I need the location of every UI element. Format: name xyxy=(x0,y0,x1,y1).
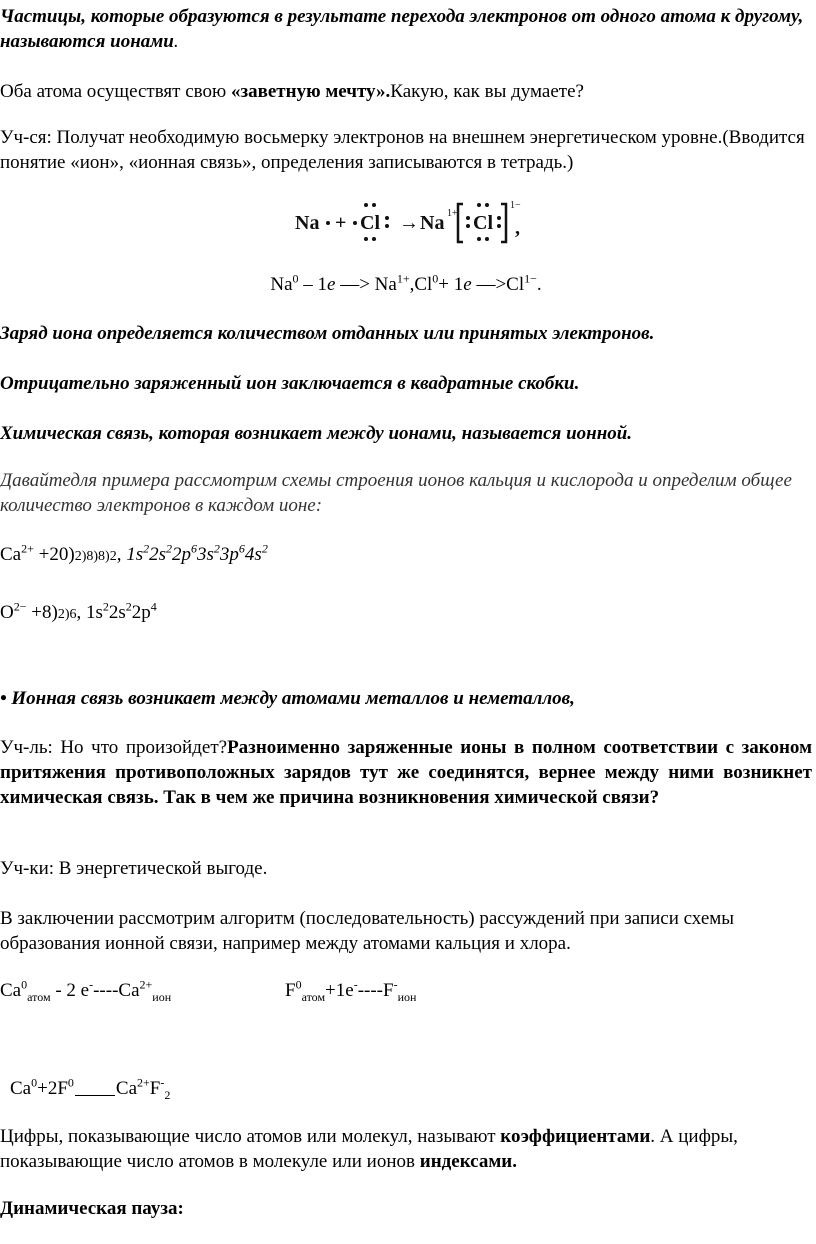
calcium-ion-scheme: $Ca^{2+} +20)2)8)8)2$, $1s^22s^22p^63s^23p^64s^2$ xyxy=(0,541,268,565)
definition-ionic-bond: Химическая связь, которая возникает между ионами, называется ионной. xyxy=(0,423,633,444)
definition-ions: Частицы, которые образуются в результате перехода электронов от одного атома к другому, называются ионами. xyxy=(0,6,804,52)
orbital-electron-count: 6 xyxy=(191,541,198,556)
electron-dot xyxy=(326,221,330,225)
reaction-line xyxy=(75,1083,115,1096)
oxygen-electron-config xyxy=(85,599,157,623)
definition-ion-charge: Заряд иона определяется количеством отданных или принятых электронов. xyxy=(0,323,655,344)
bullet-ionic-bond-metals: • Ионная связь возникает между атомами металлов и неметаллов, xyxy=(0,688,575,709)
orbital-term: 3p xyxy=(219,544,239,565)
orbital-electron-count: 2 xyxy=(213,541,220,556)
na-symbol: Na xyxy=(295,212,320,234)
cl-ion-symbol: Cl xyxy=(473,212,493,234)
na-ion-symbol: Na xyxy=(420,212,445,234)
orbital-term: 2s xyxy=(149,544,167,565)
cl-symbol: Cl xyxy=(360,212,380,234)
definition-brackets: Отрицательно заряженный ион заключается в квадратные скобки. xyxy=(0,373,580,394)
paragraph-teacher-question: Уч-ль: Но что произойдет?Разноименно заряженные ионы в полном соответствии с законом притяжения противоположных зарядов тут же соединятся, вернее между ними возникнет химическая связь. Так в чем же причина возникновения химической связи? xyxy=(0,737,813,808)
calcium-half-reaction: $Ca^0_{атом} - 2$ $e^-----Ca^{2+}_{ион}$ xyxy=(0,977,172,1004)
orbital-term: 1s xyxy=(85,602,103,623)
right-bracket xyxy=(501,204,506,242)
paragraph-dream: Оба атома осуществят свою «заветную мечту».Какую, как вы думаете? xyxy=(0,81,584,102)
orbital-term: 3s xyxy=(197,544,214,565)
orbital-term: 4s xyxy=(244,544,262,565)
paragraph-algorithm: В заключении рассмотрим алгоритм (последовательность) рассуждений при записи схемы образования ионной связи, например между атомами кальция и хлора. xyxy=(0,908,735,954)
paragraph-energy-gain: Уч-ки: В энергетической выгоде. xyxy=(0,858,268,879)
orbital-term: 2p xyxy=(172,544,192,565)
ion-formation-equation: Na$^0$ – 1e —> $Na^{1+},Cl^0+ 1e$ $—>Cl^{1-}$. xyxy=(270,271,542,295)
paragraph-coefficients: Цифры, показывающие число атомов или молекул, называют коэффициентами. А цифры, показывающие число атомов в молекуле или ионов индексами. xyxy=(0,1126,738,1172)
orbital-electron-count: 2 xyxy=(166,541,173,556)
orbital-electron-count: 2 xyxy=(102,599,109,614)
lewis-structure-formula xyxy=(295,196,535,244)
dynamic-pause-heading: Динамическая пауза: xyxy=(0,1198,184,1219)
orbital-electron-count: 6 xyxy=(238,541,245,556)
reaction-arrow: → xyxy=(399,212,419,234)
formula-comma: , xyxy=(515,217,520,239)
cl-ion-charge: 1− xyxy=(510,200,521,211)
half-reactions xyxy=(0,978,812,1003)
fluorine-half-reaction: $F^0_{атом}+1e^-----F^-_{ион}$ xyxy=(285,977,417,1004)
oxygen-ion-scheme: $O^{2-} +8)2)6$, $1s^22s^22p^4$ xyxy=(0,599,157,623)
overall-reaction: $Ca^0+2F^0$ $Ca^{2+}F^-_2$ xyxy=(10,1075,171,1102)
orbital-electron-count: 2 xyxy=(143,541,150,556)
orbital-term: 2p xyxy=(131,602,151,623)
orbital-term: 2s xyxy=(108,602,126,623)
intro-example: Давайтедля примера рассмотрим схемы строения ионов кальция и кислорода и определим общее количество электронов в каждом ионе: xyxy=(0,470,792,516)
orbital-electron-count: 2 xyxy=(125,599,132,614)
paragraph-students-answer: Уч-ся: Получат необходимую восьмерку электронов на внешнем энергетическом уровне.(Вводится понятие «ион», «ионная связь», определения записываются в тетрадь.) xyxy=(0,127,805,173)
orbital-electron-count: 2 xyxy=(261,541,268,556)
orbital-electron-count: 4 xyxy=(150,599,157,614)
left-bracket xyxy=(458,204,463,242)
na-ion-charge: 1+ xyxy=(447,208,458,219)
orbital-term: 1s xyxy=(126,544,144,565)
plus-sign: + xyxy=(335,212,347,234)
